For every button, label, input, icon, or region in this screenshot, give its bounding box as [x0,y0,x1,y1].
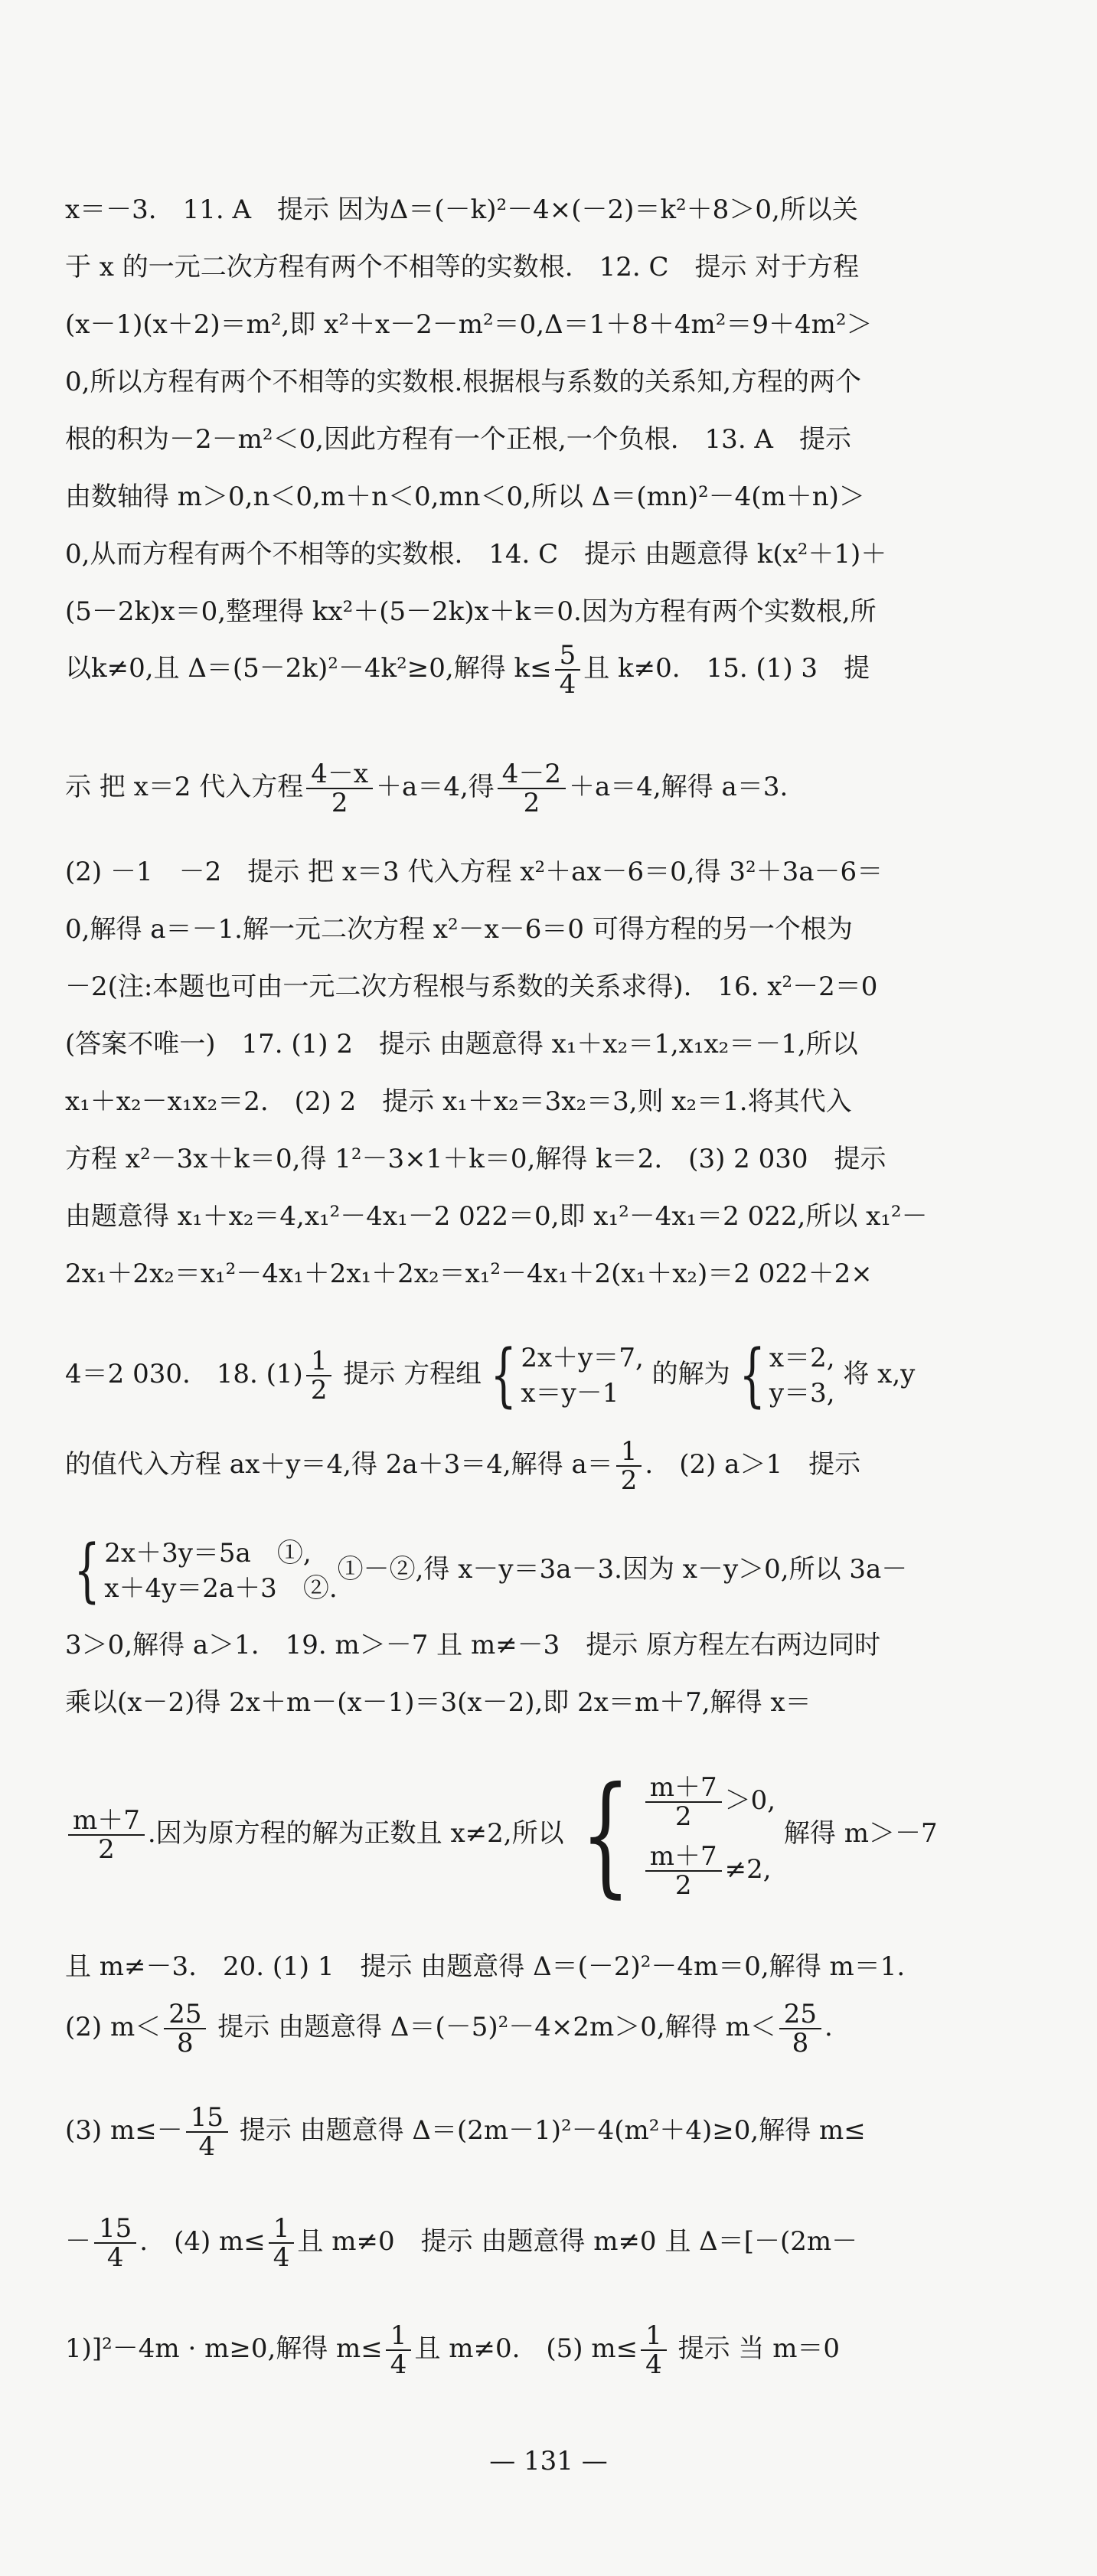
text-line [65,1324,1060,1424]
text: 4＝2 030. 18. (1) [65,1359,303,1389]
denominator: 2 [523,788,540,818]
fraction [306,1347,332,1404]
text-line: x＝－3. 11. A 提示 因为Δ＝(－k)²－4×(－2)＝k²＋8＞0,所以关 [65,194,858,225]
text-line [65,2094,1060,2167]
text-line: 0,解得 a＝－1.解一元二次方程 x²－x－6＝0 可得方程的另一个根为 [65,914,853,945]
denominator: 4 [390,2349,407,2380]
numerator: 25 [779,2000,821,2029]
text: 且 m≠0 提示 由题意得 m≠0 且 Δ＝[－(2m－ [297,2226,858,2257]
text: ＋a＝4,得 [376,772,495,802]
text: 的解为 [651,1359,730,1389]
brace: { [73,1530,100,1611]
text: 1)]²－4m · m≥0,解得 m≤ [65,2333,383,2364]
fraction [68,1807,145,1863]
numerator: 4－2 [498,760,566,789]
text: ＞0, [724,1785,776,1816]
text-line [65,750,1060,824]
text-line [65,2312,1060,2385]
solution-system [730,1335,835,1415]
numerator: 1 [306,1347,332,1376]
text: 提示 由题意得 Δ＝(2m－1)²－4(m²＋4)≥0,解得 m≤ [239,2115,866,2146]
denominator: 2 [310,1375,328,1406]
text-line: 乘以(x－2)得 2x＋m－(x－1)＝3(x－2),即 2x＝m＋7,解得 x＝ [65,1687,811,1718]
brace: { [580,1759,631,1911]
brace: { [490,1335,517,1415]
numerator: 1 [641,2322,667,2351]
fraction [616,1438,642,1494]
equation: 2x＋y＝7, [521,1343,644,1373]
fraction [645,1843,722,1899]
numerator: 25 [164,2000,206,2029]
numerator: 1 [386,2322,412,2351]
denominator: 2 [674,1870,692,1901]
text: 将 x,y [843,1359,916,1389]
text: ≠2, [724,1854,772,1885]
condition [642,1766,775,1835]
equation-system [482,1335,644,1415]
fraction [269,2215,295,2271]
denominator: 2 [98,1834,115,1865]
text-line: x₁＋x₂－x₁x₂＝2. (2) 2 提示 x₁＋x₂＝3x₂＝3,则 x₂＝1.将其代入 [65,1086,852,1117]
numerator: 15 [94,2215,136,2244]
text: 提示 方程组 [343,1359,482,1389]
fraction [386,2322,412,2378]
text: 提示 当 m＝0 [677,2333,841,2364]
numerator: 1 [269,2215,295,2244]
fraction [306,760,373,817]
fraction [164,2000,206,2057]
text: ＋a＝4,解得 a＝3. [569,772,788,802]
denominator: 4 [198,2131,216,2162]
fraction [186,2104,228,2160]
denominator: 2 [620,1465,638,1496]
text-line: (5－2k)x＝0,整理得 kx²＋(5－2k)x＋k＝0.因为方程有两个实数根,所 [65,596,877,627]
denominator: 4 [645,2349,662,2380]
text-line: (2) m＜ $\frac{25}{8}$ 提示 由题意得 Δ＝(－5)²－4×2m＞0,解得 m＜ $\frac{25}{8}$ . [65,1999,833,2059]
equation: y＝3, [769,1378,835,1409]
text-line [65,632,1060,705]
text-line: －2(注:本题也可由一元二次方程根与系数的关系求得). 16. x²－2＝0 [65,971,878,1002]
fraction [641,2322,667,2378]
text: 的值代入方程 ax＋y＝4,得 2a＋3＝4,解得 a＝ [65,1449,613,1480]
text: .因为原方程的解为正数且 x≠2,所以 [147,1818,564,1849]
denominator: 4 [273,2242,290,2273]
text: 提示 由题意得 Δ＝(－5)²－4×2m＞0,解得 m＜ [217,2012,776,2042]
text: 示 把 x＝2 代入方程 [65,772,304,802]
text-line: 3＞0,解得 a＞1. 19. m＞－7 且 m≠－3 提示 原方程左右两边同时 [65,1630,881,1660]
text-line: (x－1)(x＋2)＝m²,即 x²＋x－2－m²＝0,Δ＝1＋8＋4m²＝9＋4m²＞ [65,309,873,340]
equation: x＝2, [769,1343,835,1373]
text-line: 由数轴得 m＞0,n＜0,m＋n＜0,mn＜0,所以 Δ＝(mn)²－4(m＋n)＞ [65,482,865,512]
text-line: (2) －1 －2 提示 把 x＝3 代入方程 x²＋ax－6＝0,得 3²＋3a－6＝ [65,857,883,887]
text: 以k≠0,且 Δ＝(5－2k)²－4k²≥0,解得 k≤ [65,653,552,684]
text: 且 m≠0. (5) m≤ [414,2333,638,2364]
text: 解得 m＞－7 [783,1818,938,1849]
denominator: 2 [674,1801,692,1832]
text-line [65,1428,1060,1501]
fraction [779,2000,821,2057]
numerator: 1 [616,1438,642,1467]
text: (3) m≤－ [65,2115,183,2146]
numerator: 5 [555,642,581,671]
text-line: 方程 x²－3x＋k＝0,得 1²－3×1＋k＝0,解得 k＝2. (3) 2 030 提示 [65,1144,886,1174]
equation: x＝y－1 [521,1378,619,1409]
text-line: 0,从而方程有两个不相等的实数根. 14. C 提示 由题意得 k(x²＋1)＋ [65,539,887,570]
text: (2) m＜ [65,2012,162,2042]
text-line: 于 x 的一元二次方程有两个不相等的实数根. 12. C 提示 对于方程 [65,252,860,282]
page-number: — 131 — [489,2446,608,2476]
equation: x＋4y＝2a＋3 ②. [104,1573,338,1604]
text-line: (答案不唯一) 17. (1) 2 提示 由题意得 x₁＋x₂＝1,x₁x₂＝－1,所以 [65,1029,858,1059]
text-line [65,1745,1060,1921]
condition [642,1835,775,1904]
denominator: 4 [559,669,576,700]
numerator: 15 [186,2104,228,2133]
text: . (4) m≤ [139,2226,266,2257]
text-line: 由题意得 x₁＋x₂＝4,x₁²－4x₁－2 022＝0,即 x₁²－4x₁＝2 022,所以 x₁²－ [65,1201,928,1232]
numerator: m＋7 [68,1807,145,1836]
denominator: 8 [792,2028,809,2059]
denominator: 8 [177,2028,194,2059]
fraction [498,760,566,817]
denominator: 2 [331,788,348,818]
text: ①－②,得 x－y＝3a－3.因为 x－y＞0,所以 3a－ [337,1554,908,1585]
text: . (2) a＞1 提示 [645,1449,861,1480]
denominator: 4 [106,2242,124,2273]
numerator: 4－x [306,760,373,789]
text-line [65,1520,1060,1619]
text: 且 k≠0. 15. (1) 3 提 [583,653,870,684]
numerator: m＋7 [645,1843,722,1872]
fraction [555,642,581,698]
text-line [65,2205,1060,2278]
fraction [645,1774,722,1830]
text-line: 根的积为－2－m²＜0,因此方程有一个正根,一个负根. 13. A 提示 [65,424,851,455]
numerator: m＋7 [645,1774,722,1803]
equation: 2x＋3y＝5a ①, [104,1538,312,1569]
fraction [94,2215,136,2271]
text-line: 2x₁＋2x₂＝x₁²－4x₁＋2x₁＋2x₂＝x₁²－4x₁＋2(x₁＋x₂)＝2 022＋2× [65,1259,873,1289]
text: － [65,2226,91,2257]
brace: { [739,1335,766,1415]
text-line: 且 m≠－3. 20. (1) 1 提示 由题意得 Δ＝(－2)²－4m＝0,解得 m＝1. [65,1951,906,1982]
text-line: 0,所以方程有两个不相等的实数根.根据根与系数的关系知,方程的两个 [65,367,862,397]
equation-system [65,1530,338,1611]
condition-system [564,1759,776,1911]
